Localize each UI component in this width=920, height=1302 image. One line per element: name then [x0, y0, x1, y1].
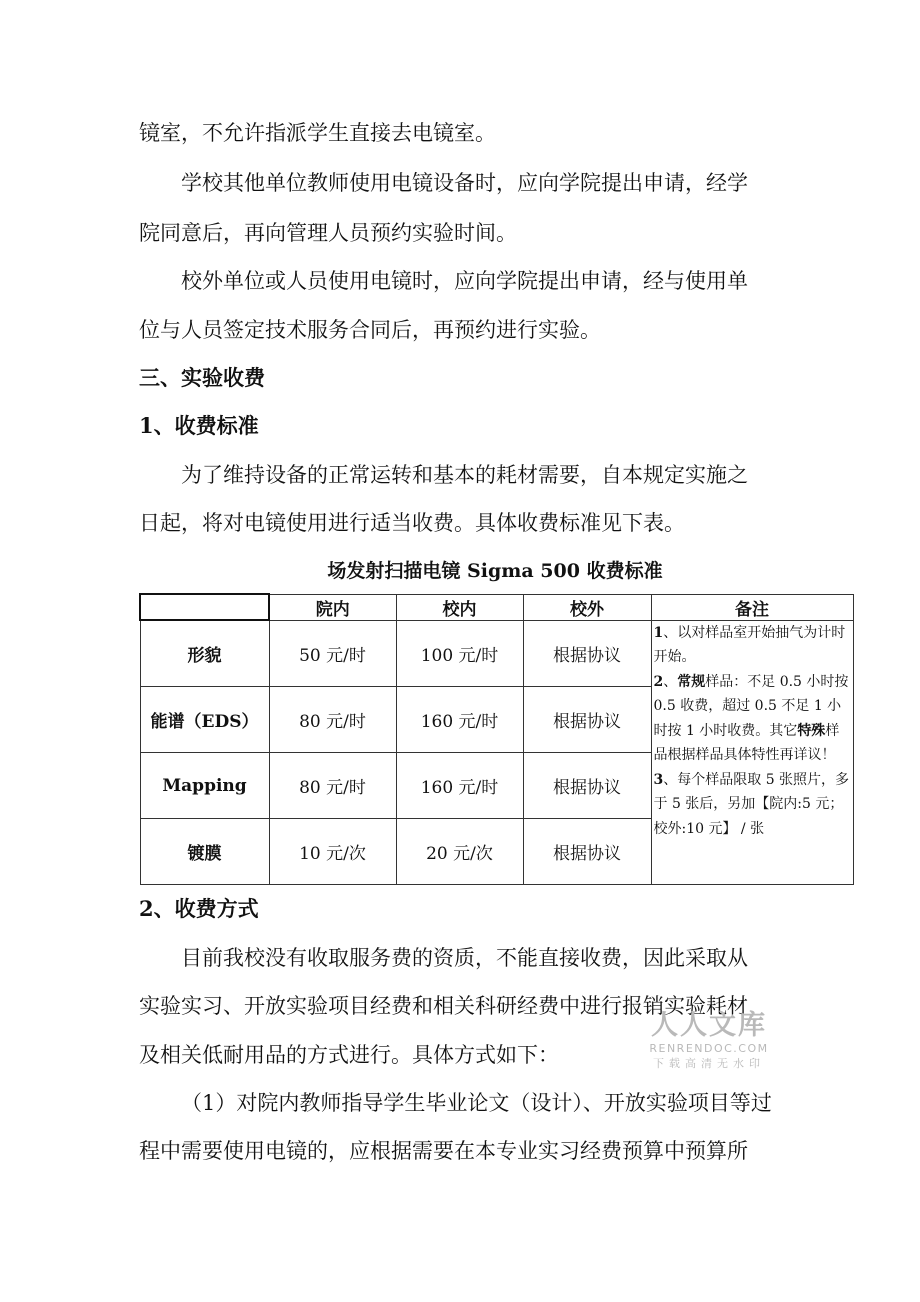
- watermark-logo: [644, 1010, 774, 1072]
- section-heading: 三、实验收费: [139, 365, 265, 390]
- header-notes: 备注: [651, 594, 853, 620]
- paragraph-line: 日起，将对电镜使用进行适当收费。具体收费标准见下表。: [139, 511, 685, 535]
- row-item: 形貌: [140, 620, 269, 687]
- paragraph-line: 校外单位或人员使用电镜时，应向学院提出申请，经与使用单: [181, 269, 748, 293]
- note-emphasis: 常规: [677, 673, 706, 690]
- paragraph-line: 为了维持设备的正常运转和基本的耗材需要，自本规定实施之: [181, 463, 748, 487]
- paragraph-line: 目前我校没有收取服务费的资质，不能直接收费，因此采取从: [181, 946, 748, 970]
- header-blank-cell: [140, 594, 269, 620]
- paragraph-line: 位与人员签定技术服务合同后，再预约进行实验。: [139, 318, 601, 342]
- note-text: 样品根据样品具体特性再详议！: [653, 722, 840, 763]
- watermark-subtitle: 下载高清无水印: [653, 1057, 765, 1070]
- price-campus: 160 元/时: [396, 687, 523, 753]
- paragraph-line: 镜室，不允许指派学生直接去电镜室。: [139, 121, 496, 145]
- table-header-row: [140, 594, 853, 620]
- price-outside: 根据协议: [523, 819, 651, 885]
- notes-cell: [651, 620, 853, 885]
- price-outside: 根据协议: [523, 620, 651, 687]
- row-item: 能谱（EDS）: [140, 687, 269, 753]
- note-number: 3: [653, 771, 664, 788]
- watermark-title: 人人文库: [651, 1010, 767, 1041]
- subsection-heading: 2、收费方式: [139, 896, 259, 921]
- note-text: 样品：不足 0.5 小时按 0.5 收费，超过 0.5 不足 1 小时按 1 小时收费。其它: [653, 673, 849, 739]
- note-separator: 、: [663, 673, 678, 690]
- row-item: 镀膜: [140, 819, 269, 885]
- price-outside: 根据协议: [523, 687, 651, 753]
- price-campus: 20 元/次: [396, 819, 523, 885]
- header-inner: 院内: [269, 594, 396, 620]
- header-outside: 校外: [523, 594, 651, 620]
- paragraph-line: 学校其他单位教师使用电镜设备时，应向学院提出申请，经学: [181, 171, 748, 195]
- note-emphasis: 特殊: [797, 722, 826, 739]
- table-caption: 场发射扫描电镜 Sigma 500 收费标准: [327, 560, 663, 582]
- price-outside: 根据协议: [523, 753, 651, 819]
- subsection-heading: 1、收费标准: [139, 413, 259, 438]
- note-number: 2: [653, 673, 664, 690]
- paragraph-line: 实验实习、开放实验项目经费和相关科研经费中进行报销实验耗材: [139, 994, 748, 1018]
- watermark-url: RENRENDOC.COM: [649, 1042, 769, 1055]
- price-campus: 160 元/时: [396, 753, 523, 819]
- paragraph-line: 院同意后，再向管理人员预约实验时间。: [139, 221, 517, 245]
- note-text: 、每个样品限取 5 张照片，多于 5 张后，另加【院内:5 元；校外:10 元】 / 张: [653, 771, 850, 837]
- note-text: 、以对样品室开始抽气为计时开始。: [653, 624, 846, 665]
- price-inner: 50 元/时: [269, 620, 396, 687]
- paragraph-line: （1）对院内教师指导学生毕业论文（设计）、开放实验项目等过: [181, 1091, 772, 1115]
- price-inner: 80 元/时: [269, 753, 396, 819]
- note-number: 1: [653, 624, 664, 641]
- row-item: Mapping: [140, 753, 269, 819]
- price-inner: 80 元/时: [269, 687, 396, 753]
- table-row: [140, 620, 853, 687]
- fee-table: [139, 593, 854, 885]
- paragraph-line: 程中需要使用电镜的，应根据需要在本专业实习经费预算中预算所: [139, 1139, 748, 1163]
- header-campus: 校内: [396, 594, 523, 620]
- price-inner: 10 元/次: [269, 819, 396, 885]
- price-campus: 100 元/时: [396, 620, 523, 687]
- paragraph-line: 及相关低耐用品的方式进行。具体方式如下：: [139, 1043, 559, 1067]
